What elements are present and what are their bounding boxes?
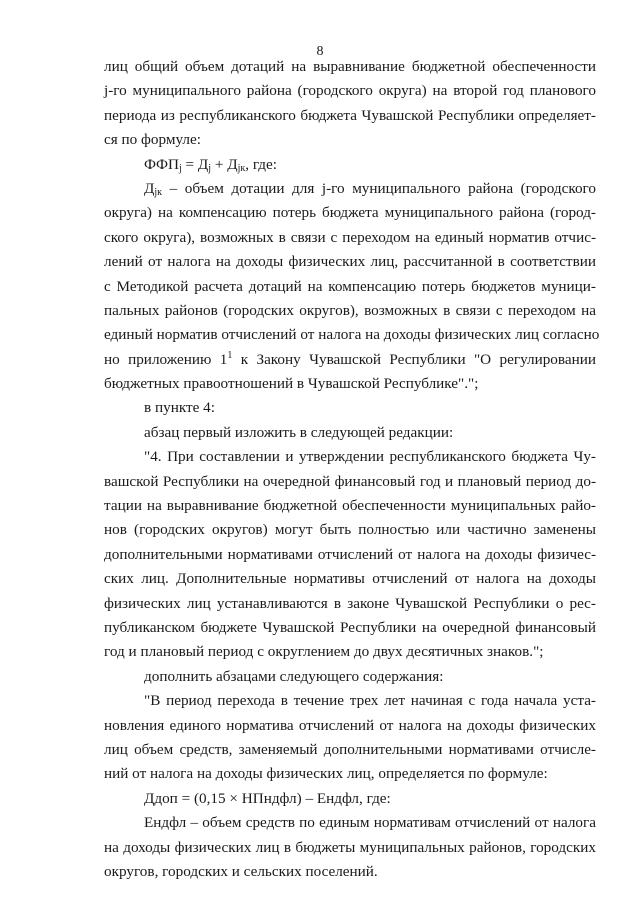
text-line: лиц общий объем дотаций на выравнивание бюджетной обеспеченности (104, 58, 596, 75)
text-run: к Закону Чувашской Республики "О регулировании (232, 350, 596, 368)
formula-part: = Д (181, 155, 209, 173)
text-line: Ендфл – объем средств по единым нормативам отчислений от налога (144, 814, 596, 832)
symbol: Д (144, 179, 155, 197)
formula-part: + Д (211, 155, 238, 173)
text-line: дополнительными нормативами отчислений от налога на доходы физичес- (104, 545, 596, 563)
text-line: вашской Республики на очередной финансовый год и плановый период до- (104, 472, 596, 490)
formula-ffp (104, 153, 596, 177)
text-line: округов, городских и сельских поселений. (104, 862, 378, 880)
text-run: но приложению 1 (104, 350, 228, 368)
text-line: "4. При составлении и утверждении республиканского бюджета Чу- (144, 448, 596, 466)
text-line: лиц объем средств, заменяемый дополнительными нормативами отчисле- (104, 740, 596, 758)
text-run: – объем дотации для j-го муниципального района (городского (162, 179, 596, 197)
text-line: нов (городских округов) могут быть полностью или частично заменены (104, 521, 596, 539)
text-line: с Методикой расчета дотаций на компенсацию потерь бюджетов муници- (104, 277, 596, 295)
text-line: дополнить абзацами следующего содержания: (144, 667, 444, 685)
text-line: единый норматив отчислений от налога на доходы физических лиц согласно (104, 326, 600, 344)
text-line: физических лиц устанавливаются в законе Чувашской Республики о рес- (104, 594, 596, 612)
text-line (104, 348, 596, 372)
formula-subscript: j (208, 162, 212, 174)
formula-part: , где: (245, 155, 277, 173)
symbol-subscript: jк (154, 186, 163, 198)
text-line: публиканском бюджете Чувашской Республики на очередной финансовый (104, 618, 596, 636)
text-line: бюджетных правоотношений в Чувашской Республике"."; (104, 375, 479, 393)
text-line: ских лиц. Дополнительные нормативы отчислений от налога на доходы (104, 570, 596, 588)
text-line: абзац первый изложить в следующей редакции: (144, 423, 454, 441)
text-line (104, 177, 596, 201)
formula-subscript: j (178, 162, 182, 174)
text-line: округа) на компенсацию потерь бюджета муниципального района (город- (104, 204, 596, 222)
text-line: год и плановый период с округлением до двух десятичных знаков."; (104, 643, 544, 661)
text-line: тации на выравнивание бюджетной обеспеченности муниципальных райо- (104, 497, 596, 515)
text-line: ся по формуле: (104, 131, 201, 149)
text-line: ского округа), возможных в связи с переходом на единый норматив отчис- (104, 228, 596, 246)
formula-part: ФФП (144, 155, 179, 173)
page-number: 8 (316, 44, 324, 59)
text-line: j-го муниципального района (городского округа) на второй год планового (104, 82, 596, 100)
text-line: пальных районов (городских округов), возможных в связи с переходом на (104, 301, 596, 319)
text-line: "В период перехода в течение трех лет начиная с года начала уста- (144, 692, 596, 710)
formula-subscript: jк (237, 162, 246, 174)
text-line: лений от налога на доходы физических лиц, рассчитанной в соответствии (104, 253, 596, 271)
formula-ddop: Ддоп = (0,15 × НПндфл) – Ендфл, где: (144, 789, 391, 807)
text-line: периода из республиканского бюджета Чувашской Республики определяет- (104, 106, 596, 124)
body-text (104, 55, 600, 884)
superscript: 1 (227, 349, 233, 361)
text-line: ний от налога на доходы физических лиц, определяется по формуле: (104, 765, 548, 783)
text-line: в пункте 4: (144, 399, 215, 417)
text-line: на доходы физических лиц в бюджеты муниципальных районов, городских (104, 838, 596, 856)
text-line: новления единого норматива отчислений от налога на доходы физических (104, 716, 596, 734)
